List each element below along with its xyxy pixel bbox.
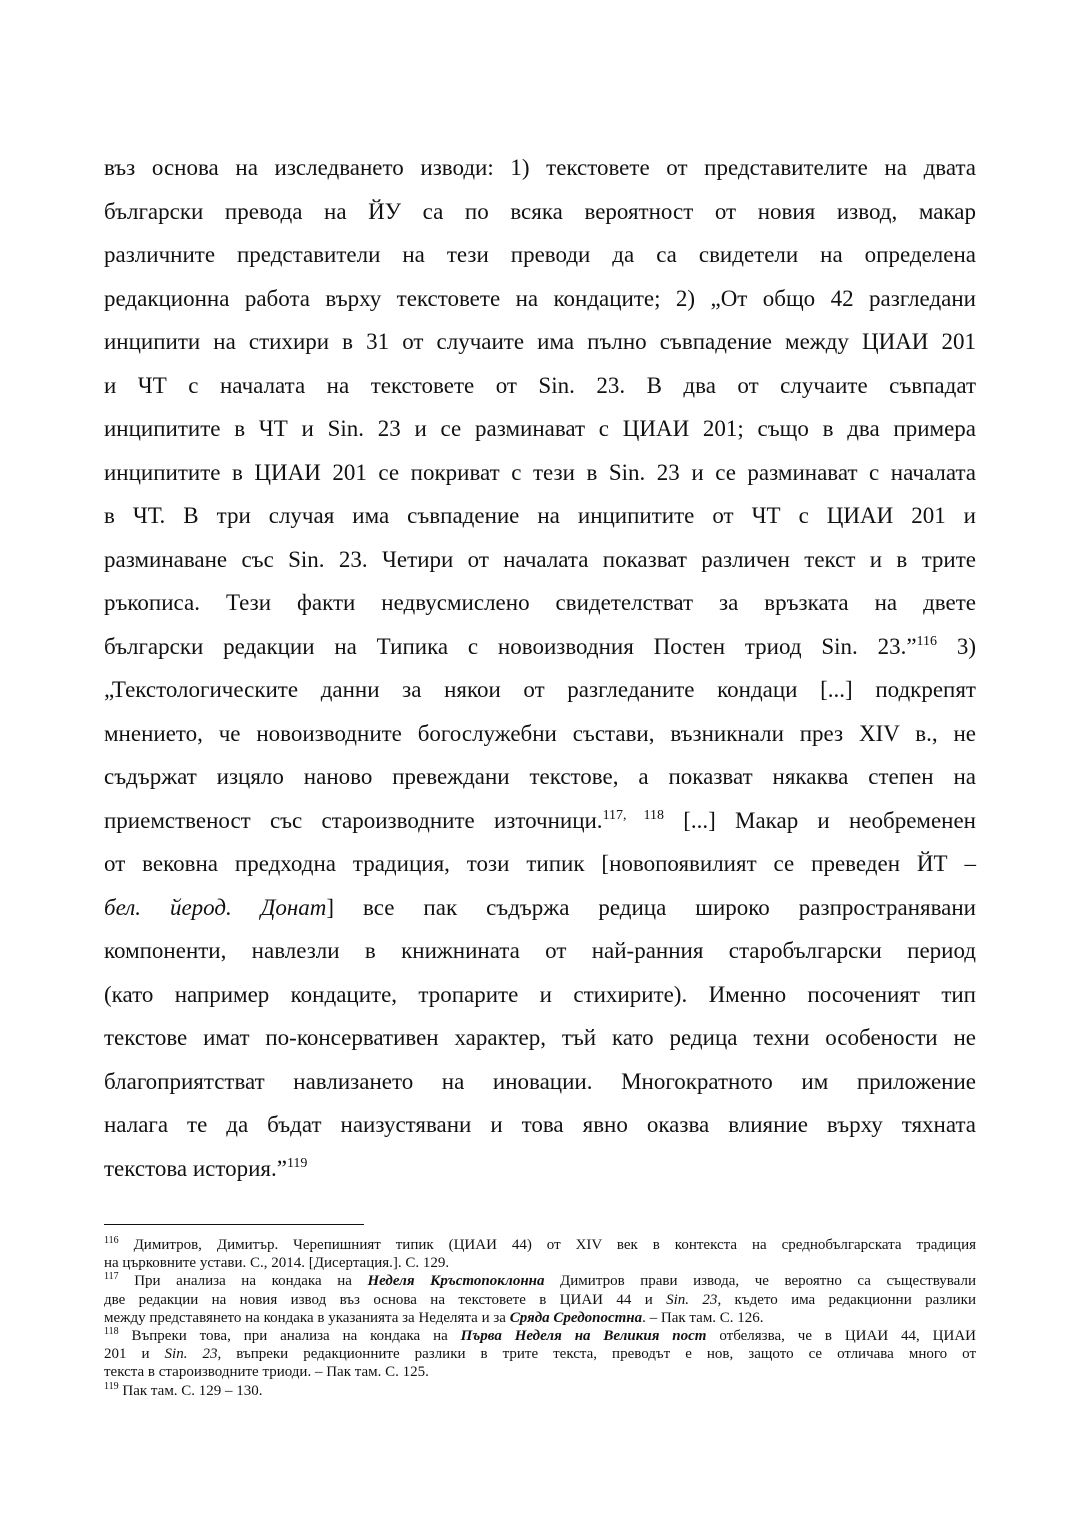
footnote-ref-116[interactable]: 116 xyxy=(916,633,938,649)
text-span: текстова история.” xyxy=(104,1155,287,1181)
text-line: налага те да бъдат наизустявани и това явно оказва влияние върху тяхната xyxy=(104,1112,976,1137)
manuscript-siglum: Sin. 23 xyxy=(666,1291,718,1308)
footnote-119-line xyxy=(104,1382,976,1400)
text-line: мнението, че новоизводните богослужебни състави, възникнали през XIV в., не xyxy=(104,720,976,746)
footnote-number: 117 xyxy=(104,1271,119,1283)
footnote-118-line xyxy=(104,1345,976,1363)
feast-name: Първа Неделя на Великия пост xyxy=(460,1327,707,1344)
text-line: компоненти, навлезли в книжнината от най-ранния старобългарски период xyxy=(104,938,976,963)
footnote-number: 119 xyxy=(104,1380,119,1392)
footnote-separator xyxy=(104,1224,364,1225)
footnote-text: Въпреки това, при анализа на кондака на xyxy=(118,1327,461,1344)
footnote-text: Димитров, Димитър. Черепишният типик (ЦИАИ 44) от XIV век в контекста на среднобългарската традиция xyxy=(118,1237,976,1253)
text-line: (като например кондаците, тропарите и стихирите). Именно посоченият тип xyxy=(104,981,976,1007)
footnote-text: . – Пак там. С. 126. xyxy=(642,1309,764,1326)
footnote-text: две редакции на новия извод въз основа на текстовете в ЦИАИ 44 и xyxy=(104,1291,667,1308)
footnote-number: 116 xyxy=(104,1235,119,1246)
text-line: инципитите в ЧТ и Sin. 23 и се разминават с ЦИАИ 201; също в два примера xyxy=(104,416,976,441)
text-line: и ЧТ с началата на текстовете от Sin. 23. В два от случаите съвпадат xyxy=(104,372,976,398)
footnote-text: Димитров прави извода, че вероятно са съществували xyxy=(544,1273,976,1290)
footnote-text: отбелязва, че в ЦИАИ 44, ЦИАИ xyxy=(706,1327,977,1344)
footnote-118-line: текста в староизводните триоди. – Пак там. С. 125. xyxy=(104,1364,429,1381)
manuscript-siglum: Sin. 23 xyxy=(164,1346,218,1363)
footnote-text: 201 и xyxy=(104,1346,165,1363)
text-line: от вековна предходна традиция, този типик [новопоявилият се преведен ЙТ – xyxy=(104,851,976,876)
text-line: „Текстологическите данни за някои от разгледаните кондаци [...] подкрепят xyxy=(104,677,976,702)
footnote-116-line xyxy=(104,1236,976,1254)
editorial-note: бел. йерод. Донат xyxy=(104,894,327,920)
footnote-116-line: на църковните устави. С., 2014. [Дисертация.]. С. 129. xyxy=(104,1255,450,1272)
footnote-number: 118 xyxy=(104,1325,119,1337)
text-line xyxy=(104,886,976,930)
footnote-117-line xyxy=(104,1309,976,1327)
text-line: инципити на стихири в 31 от случаите има пълно съвпадение между ЦИАИ 201 xyxy=(104,329,976,354)
text-line xyxy=(104,1147,976,1191)
text-line: въз основа на изследването изводи: 1) текстовете от представителите на двата xyxy=(104,155,976,180)
text-line: съдържат изцяло наново превеждани текстове, а показват някаква степен на xyxy=(104,764,976,789)
footnotes xyxy=(104,1236,976,1400)
text-line: разминаване със Sin. 23. Четири от началата показват различен текст и в трите xyxy=(104,546,976,572)
text-line: текстове имат по-консервативен характер, тъй като редица техни особености не xyxy=(104,1025,976,1050)
text-line: инципитите в ЦИАИ 201 се покриват с тези в Sin. 23 и се разминават с началата xyxy=(104,459,976,485)
text-line: български превода на ЙУ са по всяка вероятност от новия извод, макар xyxy=(104,198,976,224)
footnote-text: Пак там. С. 129 – 130. xyxy=(118,1382,263,1399)
text-line: редакционна работа върху текстовете на кондаците; 2) „От общо 42 разгледани xyxy=(104,285,976,311)
feast-name: Сряда Средопостна xyxy=(509,1309,643,1326)
footnote-ref-117-118[interactable]: 117, 118 xyxy=(602,807,664,823)
text-line: ръкописа. Тези факти недвусмислено свидетелстват за връзката на двете xyxy=(104,590,976,615)
feast-name: Неделя Кръстопоклонна xyxy=(367,1273,545,1290)
text-span: приемственост със староизводните източници. xyxy=(104,807,603,833)
text-line xyxy=(104,625,976,669)
text-line: в ЧТ. В три случая има съвпадение на инципитите от ЧТ с ЦИАИ 201 и xyxy=(104,503,976,528)
footnote-117-line xyxy=(104,1272,976,1290)
body-text xyxy=(104,146,976,1190)
text-span: български редакции на Типика с новоизводния Постен триод Sin. 23.” xyxy=(104,633,917,659)
footnote-ref-119[interactable]: 119 xyxy=(286,1155,308,1171)
footnote-118-line xyxy=(104,1327,976,1345)
footnote-text: , въпреки редакционните разлики в трите текста, преводът е нов, защото се отличава много от xyxy=(217,1346,976,1363)
text-span: [...] Макар и необременен xyxy=(664,807,976,833)
text-line xyxy=(104,799,976,843)
text-span: 3) xyxy=(937,633,976,659)
footnote-text: между представянето на кондака в указанията за Неделята и за xyxy=(104,1309,510,1326)
text-line: благоприятстват навлизането на иновации. Многократното им приложение xyxy=(104,1068,976,1094)
text-line: различните представители на тези преводи да са свидетели на определена xyxy=(104,242,976,267)
footnote-117-line xyxy=(104,1291,976,1309)
footnote-text: , където има редакционни разлики xyxy=(717,1291,976,1308)
text-span: ] все пак съдържа редица широко разпространявани xyxy=(326,894,976,920)
footnote-text: При анализа на кондака на xyxy=(118,1273,368,1290)
